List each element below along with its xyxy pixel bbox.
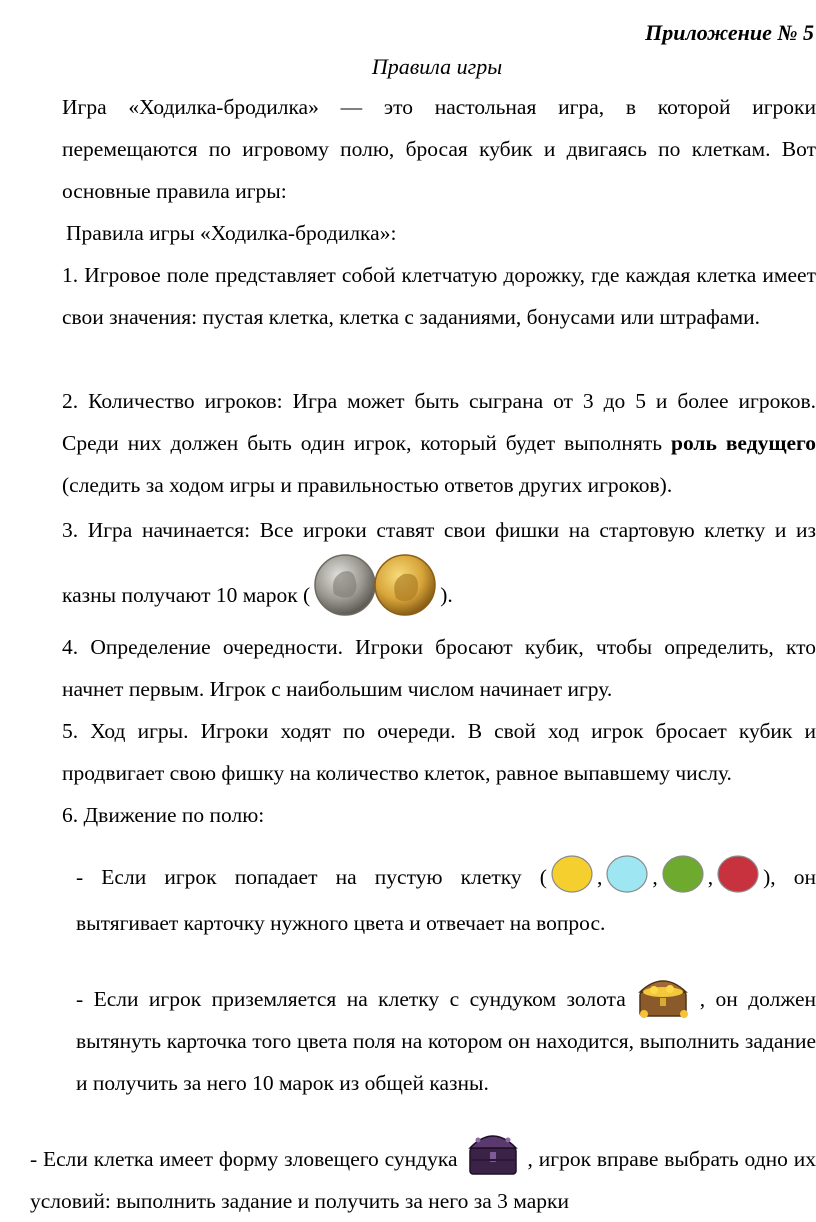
ominous-chest-text: - Если клетка имеет форму зловещего сундука — [30, 1147, 458, 1171]
empty-cell-rule — [0, 854, 816, 946]
gold-chest-text: - Если игрок приземляется на клетку с сундуком золота — [76, 987, 626, 1011]
coins-image — [312, 554, 438, 616]
sep-3: , — [707, 865, 714, 889]
sep-2: , — [652, 865, 658, 889]
gold-chest-text-end: , он должен вытянуть карточка того цвета поля на котором он находится, выполнить задание и получить за него 10 марок из общей казны. — [76, 987, 816, 1095]
empty-cell-text-end: ), он вытягивает карточку нужного цвета и отвечает на вопрос. — [76, 865, 816, 935]
rule-5: 5. Ход игры. Игроки ходят по очереди. В свой ход игрок бросает кубик и продвигает свою фишку на количество клеток, равное выпавшему числу. — [62, 719, 816, 785]
appendix-label: Приложение № 5 — [645, 20, 814, 45]
red-circle-icon — [716, 854, 760, 894]
rules-subtitle: Правила игры «Ходилка-бродилка»: — [66, 221, 397, 245]
rule-1: 1. Игровое поле представляет собой клетчатую дорожку, где каждая клетка имеет свои значения: пустая клетка, клетка с заданиями, бонусами или штрафами. — [62, 263, 816, 329]
rule-2 — [0, 380, 816, 506]
ominous-chest-icon — [464, 1126, 522, 1180]
rule-3-text-end: ). — [440, 583, 453, 607]
gold-chest-rule — [0, 968, 816, 1104]
rule-3-text: 3. Игра начинается: Все игроки ставят свои фишки на стартовую клетку и из казны получают 10 марок ( — [62, 518, 816, 607]
rule-2-text-end: (следить за ходом игры и правильностью ответов других игроков). — [62, 473, 673, 497]
rules-title: Правила игры — [371, 54, 503, 79]
empty-cell-text: - Если игрок попадает на пустую клетку ( — [76, 865, 547, 889]
intro-paragraph: Игра «Ходилка-бродилка» — это настольная игра, в которой игроки перемещаются по игровому полю, бросая кубик и двигаясь по клеткам. Вот основные правила игры: — [62, 95, 816, 203]
rule-3 — [0, 506, 816, 619]
rule-4: 4. Определение очередности. Игроки бросают кубик, чтобы определить, кто начнет первым. Игрок с наибольшим числом начинает игру. — [62, 635, 816, 701]
rule-2-text: 2. Количество игроков: Игра может быть сыграна от 3 до 5 и более игроков. Среди них должен быть один игрок, который будет выполнять — [62, 389, 816, 455]
cyan-circle-icon — [605, 854, 649, 894]
ominous-chest-rule — [0, 1126, 816, 1222]
rule-2-bold: роль ведущего — [671, 431, 816, 455]
ominous-chest-text-end: , игрок вправе выбрать одно их условий: выполнить задание и получить за него за 3 марки — [30, 1147, 816, 1213]
green-circle-icon — [661, 854, 705, 894]
rule-6: 6. Движение по полю: — [62, 803, 265, 827]
yellow-circle-icon — [550, 854, 594, 894]
treasure-chest-icon — [632, 968, 694, 1020]
sep-1: , — [596, 865, 603, 889]
